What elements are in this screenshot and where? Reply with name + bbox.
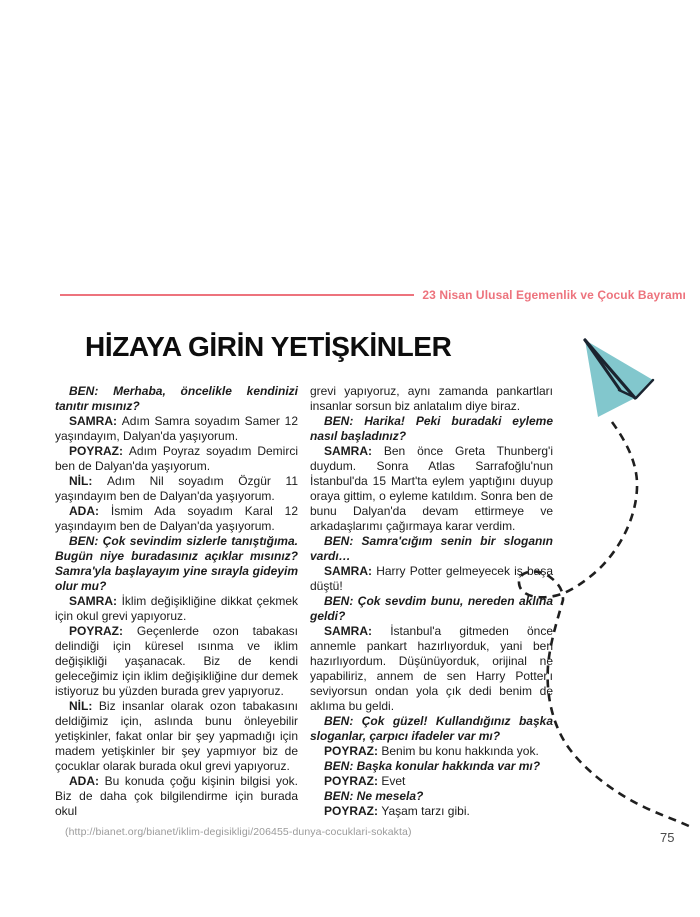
speaker-name: SAMRA:	[324, 564, 377, 578]
dialogue-paragraph: BEN: Merhaba, öncelikle kendinizi tanıtır mısınız?	[55, 384, 298, 413]
article-column-right	[310, 384, 553, 819]
dialogue-paragraph: grevi yapıyoruz, aynı zamanda pankartları insanlar sorsun biz anlatalım diye biraz.	[310, 384, 553, 413]
speaker-name: BEN:	[69, 534, 103, 548]
dialogue-paragraph: BEN: Başka konular hakkında var mı?	[324, 759, 541, 773]
dialogue-paragraph: POYRAZ: Geçenlerde ozon tabakası delindiği için küresel ısınma ve iklim değişikliği yaşanacak. Biz de kendi geleceğimiz için iklim değişikliğine dur demek istiyoruz bu yüzden burada grev yapıyoruz.	[55, 624, 298, 698]
dialogue-paragraph: POYRAZ: Adım Poyraz soyadım Demirci ben de Dalyan'da yaşıyorum.	[55, 444, 298, 473]
speaker-name: POYRAZ:	[324, 744, 382, 758]
speaker-name: POYRAZ:	[69, 624, 137, 638]
dialogue-paragraph: BEN: Samra'cığım senin bir sloganın vardı…	[310, 534, 553, 563]
speaker-name: NİL:	[69, 474, 107, 488]
dialogue-paragraph: POYRAZ: Yaşam tarzı gibi.	[324, 804, 470, 818]
dialogue-paragraph: ADA: İsmim Ada soyadım Karal 12 yaşındayım ben de Dalyan'da yaşıyorum.	[55, 504, 299, 533]
article-column-left	[55, 384, 298, 819]
speaker-name: POYRAZ:	[69, 444, 129, 458]
dialogue-paragraph: BEN: Çok sevdim bunu, nereden aklına geldi?	[310, 594, 554, 623]
dialogue-paragraph: SAMRA: Ben önce Greta Thunberg'i duydum. Sonra Atlas Sarrafoğlu'nun İstanbul'da 15 Mart'ta eylem yaptığını duyup oraya gittim, o eyleme katıldım. Sonra ben de bunu Dalyan'da devam ettirmeye ve arkadaşlarımı çağırmaya karar verdim.	[310, 444, 553, 533]
dialogue-paragraph: BEN: Çok güzel! Kullandığınız başka sloganlar, çarpıcı ifadeler var mı?	[310, 714, 553, 743]
speaker-name: BEN:	[324, 414, 365, 428]
dialogue-paragraph: BEN: Çok sevindim sizlerle tanıştığıma. Bugün niye buradasınız açıklar mısınız? Samra'yla başlayayım yine sırayla gideyim olur mu?	[55, 534, 298, 593]
dialogue-paragraph: POYRAZ: Benim bu konu hakkında yok.	[324, 744, 539, 758]
speaker-name: BEN:	[324, 594, 358, 608]
dialogue-paragraph: POYRAZ: Evet	[324, 774, 406, 788]
dialogue-paragraph: SAMRA: İklim değişikliğine dikkat çekmek için okul grevi yapıyoruz.	[55, 594, 298, 623]
dialogue-paragraph: ADA: Bu konuda çoğu kişinin bilgisi yok. Biz de daha çok bilgilendirme için burada okul	[55, 774, 298, 818]
speaker-name: SAMRA:	[69, 594, 122, 608]
dialogue-paragraph: NİL: Biz insanlar olarak ozon tabakasını deldiğimiz için, aslında bunu önleyebilir yetişkinler, fakat onlar bir şey yapmadığı için madem yetişkinler bir şey yapmıyor biz de çocuklar olarak burada okul grevi yapıyoruz.	[55, 699, 298, 773]
speaker-name: SAMRA:	[324, 624, 391, 638]
source-citation: (http://bianet.org/bianet/iklim-degisikligi/206455-dunya-cocuklari-sokakta)	[65, 826, 412, 838]
dialogue-paragraph: BEN: Harika! Peki buradaki eyleme nasıl başladınız?	[310, 414, 553, 443]
section-header-label: 23 Nisan Ulusal Egemenlik ve Çocuk Bayramı	[422, 288, 686, 302]
speaker-name: BEN:	[324, 714, 362, 728]
paper-airplane-icon	[585, 340, 653, 417]
dialogue-paragraph: SAMRA: Harry Potter gelmeyecek iş başa düştü!	[310, 564, 554, 593]
speaker-name: NİL:	[69, 699, 99, 713]
speaker-name: SAMRA:	[69, 414, 122, 428]
speaker-name: BEN:	[324, 759, 357, 773]
speaker-name: BEN:	[324, 789, 357, 803]
speaker-name: SAMRA:	[324, 444, 384, 458]
dialogue-paragraph: SAMRA: Adım Samra soyadım Samer 12 yaşındayım, Dalyan'da yaşıyorum.	[55, 414, 298, 443]
page-title: HİZAYA GİRİN YETİŞKİNLER	[85, 331, 452, 362]
page-number: 75	[660, 830, 675, 845]
section-header	[60, 288, 686, 302]
dialogue-paragraph: SAMRA: İstanbul'a gitmeden önce annemle pankart hazırlıyorduk, yani ben hazırlıyordum. Düşünüyorduk, orijinal ne yapabiliriz, annem de sen Harry Potter'ı seviyorsun ondan yola çık dedi benim de aklıma bu geldi.	[310, 624, 553, 713]
article-body	[55, 384, 553, 819]
speaker-name: ADA:	[69, 774, 105, 788]
speaker-name: BEN:	[69, 384, 114, 398]
header-rule	[60, 294, 414, 296]
speaker-name: BEN:	[324, 534, 362, 548]
speaker-name: POYRAZ:	[324, 804, 382, 818]
dialogue-paragraph: BEN: Ne mesela?	[324, 789, 424, 803]
speaker-name: ADA:	[69, 504, 111, 518]
speaker-name: POYRAZ:	[324, 774, 382, 788]
dialogue-paragraph: NİL: Adım Nil soyadım Özgür 11 yaşındayım ben de Dalyan'da yaşıyorum.	[55, 474, 298, 503]
